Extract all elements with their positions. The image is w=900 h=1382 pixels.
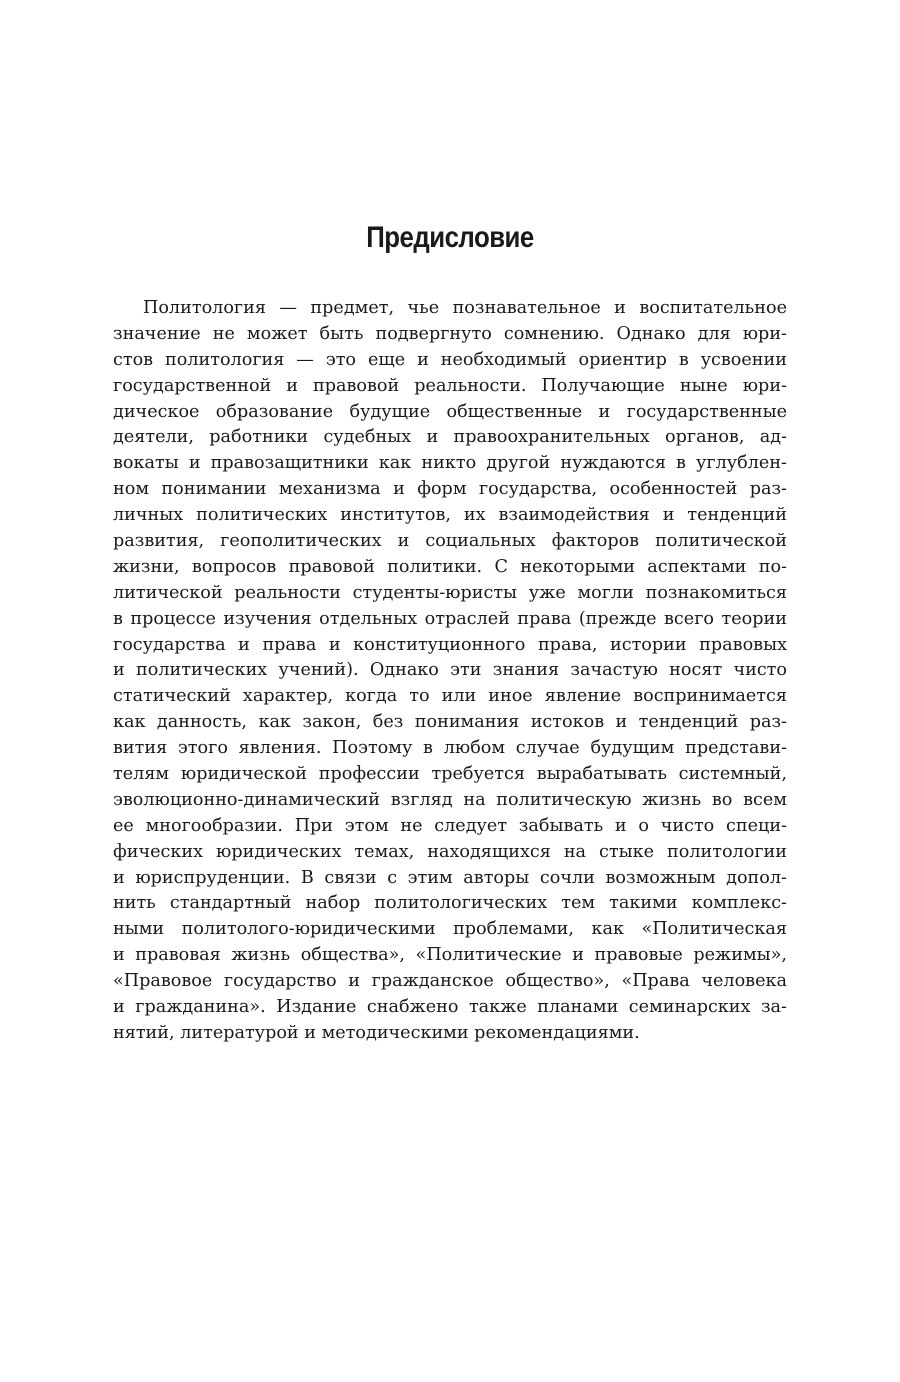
- paragraph-line: как данность, как закон, без понимания истоков и тенденций раз-: [113, 712, 787, 733]
- paragraph-line: и правовая жизнь общества», «Политические и правовые режимы»,: [113, 945, 787, 966]
- paragraph-line: нить стандартный набор политологических тем такими комплекс-: [113, 893, 787, 914]
- paragraph-line: жизни, вопросов правовой политики. С некоторыми аспектами по-: [113, 556, 787, 577]
- paragraph-line: телям юридической профессии требуется вырабатывать системный,: [113, 764, 787, 785]
- paragraph-line: государственной и правовой реальности. Получающие ныне юри-: [113, 375, 787, 396]
- paragraph-line: деятели, работники судебных и правоохранительных органов, ад-: [113, 427, 787, 448]
- paragraph-line: государства и права и конституционного права, истории правовых: [113, 634, 787, 655]
- page-title: Предисловие: [366, 221, 534, 254]
- paragraph-line: личных политических институтов, их взаимодействия и тенденций: [113, 505, 787, 526]
- paragraph-line: в процессе изучения отдельных отраслей права (прежде всего теории: [113, 608, 787, 629]
- paragraph-line: значение не может быть подвергнуто сомнению. Однако для юри-: [113, 323, 787, 344]
- paragraph-line: дическое образование будущие общественные и государственные: [113, 401, 787, 422]
- paragraph-line: развития, геополитических и социальных факторов политической: [113, 531, 787, 552]
- paragraph-line: ее многообразии. При этом не следует забывать и о чисто специ-: [113, 815, 787, 836]
- paragraph-line: эволюционно-динамический взгляд на политическую жизнь во всем: [113, 789, 787, 810]
- paragraph-line: «Правовое государство и гражданское общество», «Права человека: [113, 971, 787, 992]
- paragraph-line: фических юридических темах, находящихся на стыке политологии: [113, 841, 787, 862]
- paragraph-line: литической реальности студенты-юристы уже могли познакомиться: [113, 582, 787, 603]
- paragraph-line: Политология — предмет, чье познавательное и воспитательное: [143, 298, 787, 318]
- paragraph-line: вокаты и правозащитники как никто другой нуждаются в углублен-: [113, 453, 787, 474]
- preface-paragraph: [113, 296, 787, 1047]
- paragraph-line: и политических учений). Однако эти знания зачастую носят чисто: [113, 660, 787, 681]
- paragraph-line: ном понимании механизма и форм государства, особенностей раз-: [113, 479, 787, 500]
- paragraph-line: статический характер, когда то или иное явление воспринимается: [113, 686, 787, 707]
- paragraph-line: ными политолого-юридическими проблемами, как «Политическая: [113, 919, 787, 940]
- paragraph-line: вития этого явления. Поэтому в любом случае будущим представи-: [113, 738, 787, 759]
- paragraph-line: нятий, литературой и методическими рекомендациями.: [113, 1022, 640, 1043]
- paragraph-line: и гражданина». Издание снабжено также планами семинарских за-: [113, 997, 787, 1018]
- paragraph-line: и юриспруденции. В связи с этим авторы сочли возможным допол-: [113, 867, 787, 888]
- paragraph-line: стов политология — это еще и необходимый ориентир в усвоении: [113, 349, 787, 370]
